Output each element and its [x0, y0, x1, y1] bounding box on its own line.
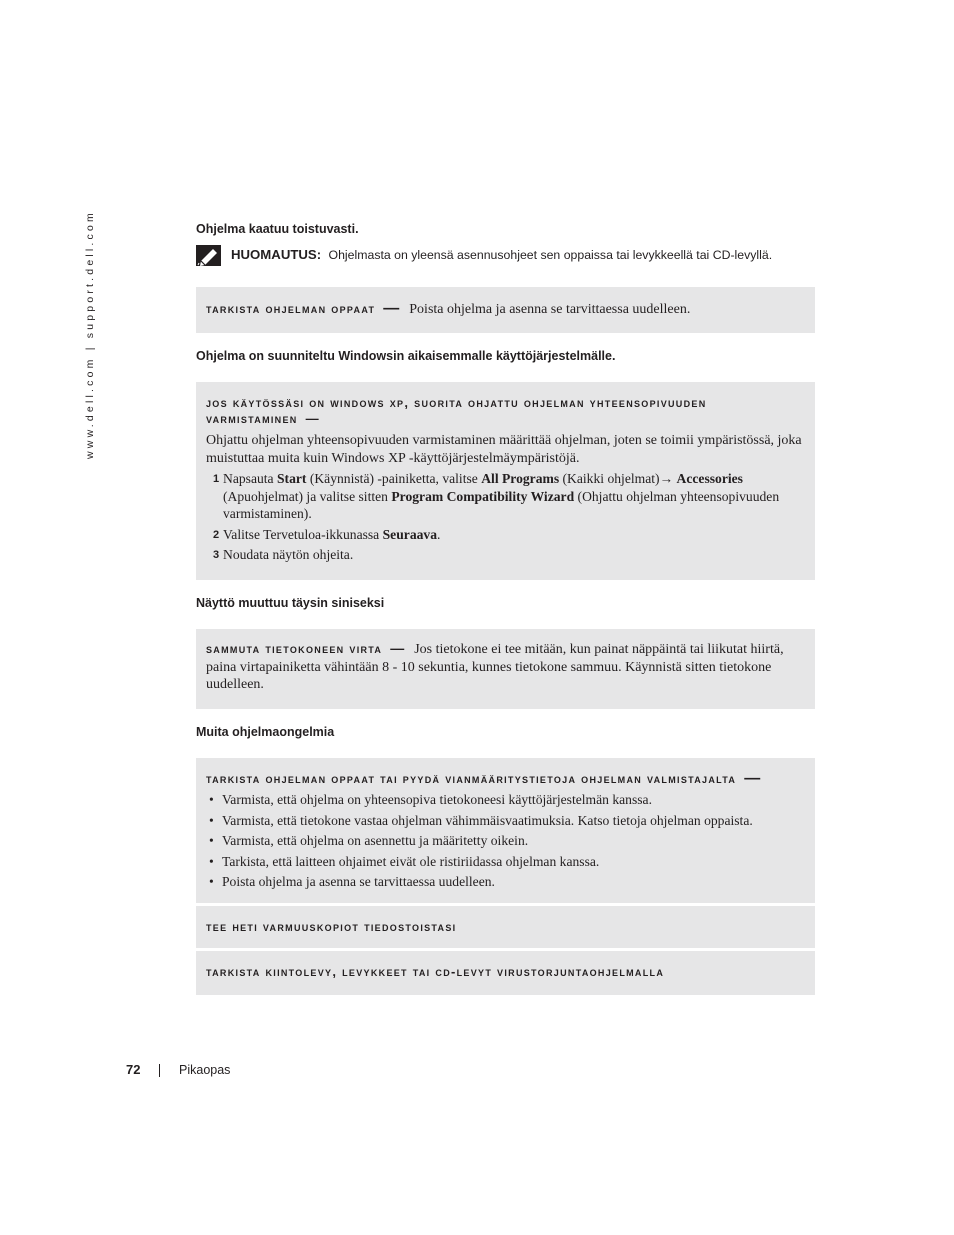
heading-blue-screen: Näyttö muuttuu täysin siniseksi: [196, 596, 385, 610]
bullet-text: Poista ohjelma ja asenna se tarvittaessa uudelleen.: [222, 874, 495, 889]
box-dash: —: [383, 300, 400, 317]
heading-other-problems: Muita ohjelmaongelmia: [196, 725, 335, 739]
box-title: tarkista kiintolevy, levykkeet tai cd-levyt virustorjuntaohjelmalla: [206, 964, 665, 979]
menu-start: Start: [276, 471, 307, 486]
menu-accessories: Accessories: [676, 471, 743, 486]
bullet-item: [206, 812, 805, 830]
bullet-item: [206, 791, 805, 809]
footer-separator: [159, 1064, 160, 1077]
bullet-dot: •: [209, 853, 214, 869]
box-title: tarkista ohjelman oppaat tai pyydä vianmääritystietoja ohjelman valmistajalta: [206, 771, 737, 786]
box-title: tarkista ohjelman oppaat: [206, 301, 376, 316]
box-intro: Ohjattu ohjelman yhteensopivuuden varmistaminen määrittää ohjelman, joten se toimii ympäristössä, joka muistuttaa muita kuin Windows XP -käyttöjärjestelmäympäristöjä.: [206, 433, 802, 466]
box-virus-scan: [196, 951, 815, 995]
bullet-text: Tarkista, että laitteen ohjaimet eivät ole ristiriidassa ohjelman kanssa.: [222, 853, 600, 869]
bullet-text: Varmista, että tietokone vastaa ohjelman vähimmäisvaatimuksia. Katso tietoja ohjelman oppaista.: [222, 812, 753, 828]
bullet-item: [206, 873, 805, 891]
box-dash: —: [390, 640, 405, 656]
box-title: tee heti varmuuskopiot tiedostoistasi: [206, 919, 457, 934]
footer-title: Pikaopas: [179, 1063, 231, 1077]
bullet-text: Varmista, että ohjelma on yhteensopiva tietokoneesi käyttöjärjestelmän kanssa.: [222, 792, 652, 807]
bullet-item: [206, 832, 805, 850]
bullet-text: Varmista, että ohjelma on asennettu ja määritetty oikein.: [222, 833, 529, 848]
note-pencil-icon: [196, 245, 221, 266]
box-turn-off: [196, 629, 815, 709]
step-text: (Käynnistä) -painiketta, valitse: [306, 471, 482, 486]
box-backup: [196, 906, 815, 948]
box-compatibility-wizard: [196, 382, 815, 580]
step-text: Valitse Tervetuloa-ikkunassa: [223, 526, 383, 542]
step-2: [206, 526, 805, 544]
bullet-dot: •: [209, 833, 214, 848]
box-text: Jos tietokone ei tee mitään, kun painat näppäintä tai liikutat hiirtä, paina virtapainiketta vähintään 8 - 10 sekuntia, kunnes tietokone sammuu. Käynnistä sitten tietokone uudelleen.: [206, 642, 784, 692]
box-check-manuals: [196, 287, 815, 333]
sidebar-url: www.dell.com | support.dell.com: [84, 210, 96, 459]
step-text: (Apuohjelmat) ja valitse sitten: [223, 488, 392, 504]
box-check-manuals-vendor: [196, 758, 815, 903]
button-next-label: Seuraava: [382, 526, 437, 542]
menu-all-programs: All Programs: [481, 471, 560, 486]
step-1: [206, 470, 805, 523]
step-text: (Kaikki ohjelmat)→: [559, 471, 677, 486]
step-text: Napsauta: [223, 471, 277, 486]
note-label: HUOMAUTUS:: [231, 247, 322, 262]
box-title: sammuta tietokoneen virta: [206, 641, 383, 656]
note: [196, 244, 816, 268]
step-3: [206, 546, 805, 564]
steps-list: [206, 470, 805, 564]
page-number: 72: [126, 1062, 141, 1077]
heading-older-windows: Ohjelma on suunniteltu Windowsin aikaisemmalle käyttöjärjestelmälle.: [196, 349, 616, 363]
bullet-dot: •: [209, 812, 214, 828]
note-text: Ohjelmasta on yleensä asennusohjeet sen oppaissa tai levykkeellä tai CD-levyllä.: [328, 248, 773, 262]
box-title-line1: jos käytössäsi on windows xp, suorita ohjattu ohjelman yhteensopivuuden: [206, 395, 707, 410]
bullet-item: [206, 853, 805, 871]
step-text: (Ohjattu ohjelman yhteensopivuuden varmistaminen).: [223, 488, 780, 521]
box-text: Poista ohjelma ja asenna se tarvittaessa uudelleen.: [409, 302, 691, 317]
box-dash: —: [305, 411, 320, 426]
step-text: Noudata näytön ohjeita.: [223, 547, 354, 562]
step-number: 1: [213, 473, 220, 485]
step-number: 3: [213, 549, 220, 561]
box-dash: —: [744, 770, 761, 787]
bullet-dot: •: [209, 874, 214, 889]
bullet-list: [206, 791, 805, 891]
menu-program-compatibility-wizard: Program Compatibility Wizard: [391, 488, 575, 504]
step-number: 2: [213, 528, 220, 541]
bullet-dot: •: [209, 792, 214, 807]
heading-program-crashes: Ohjelma kaatuu toistuvasti.: [196, 222, 359, 236]
step-text: .: [437, 526, 441, 542]
box-title-line2: varmistaminen: [206, 411, 298, 426]
